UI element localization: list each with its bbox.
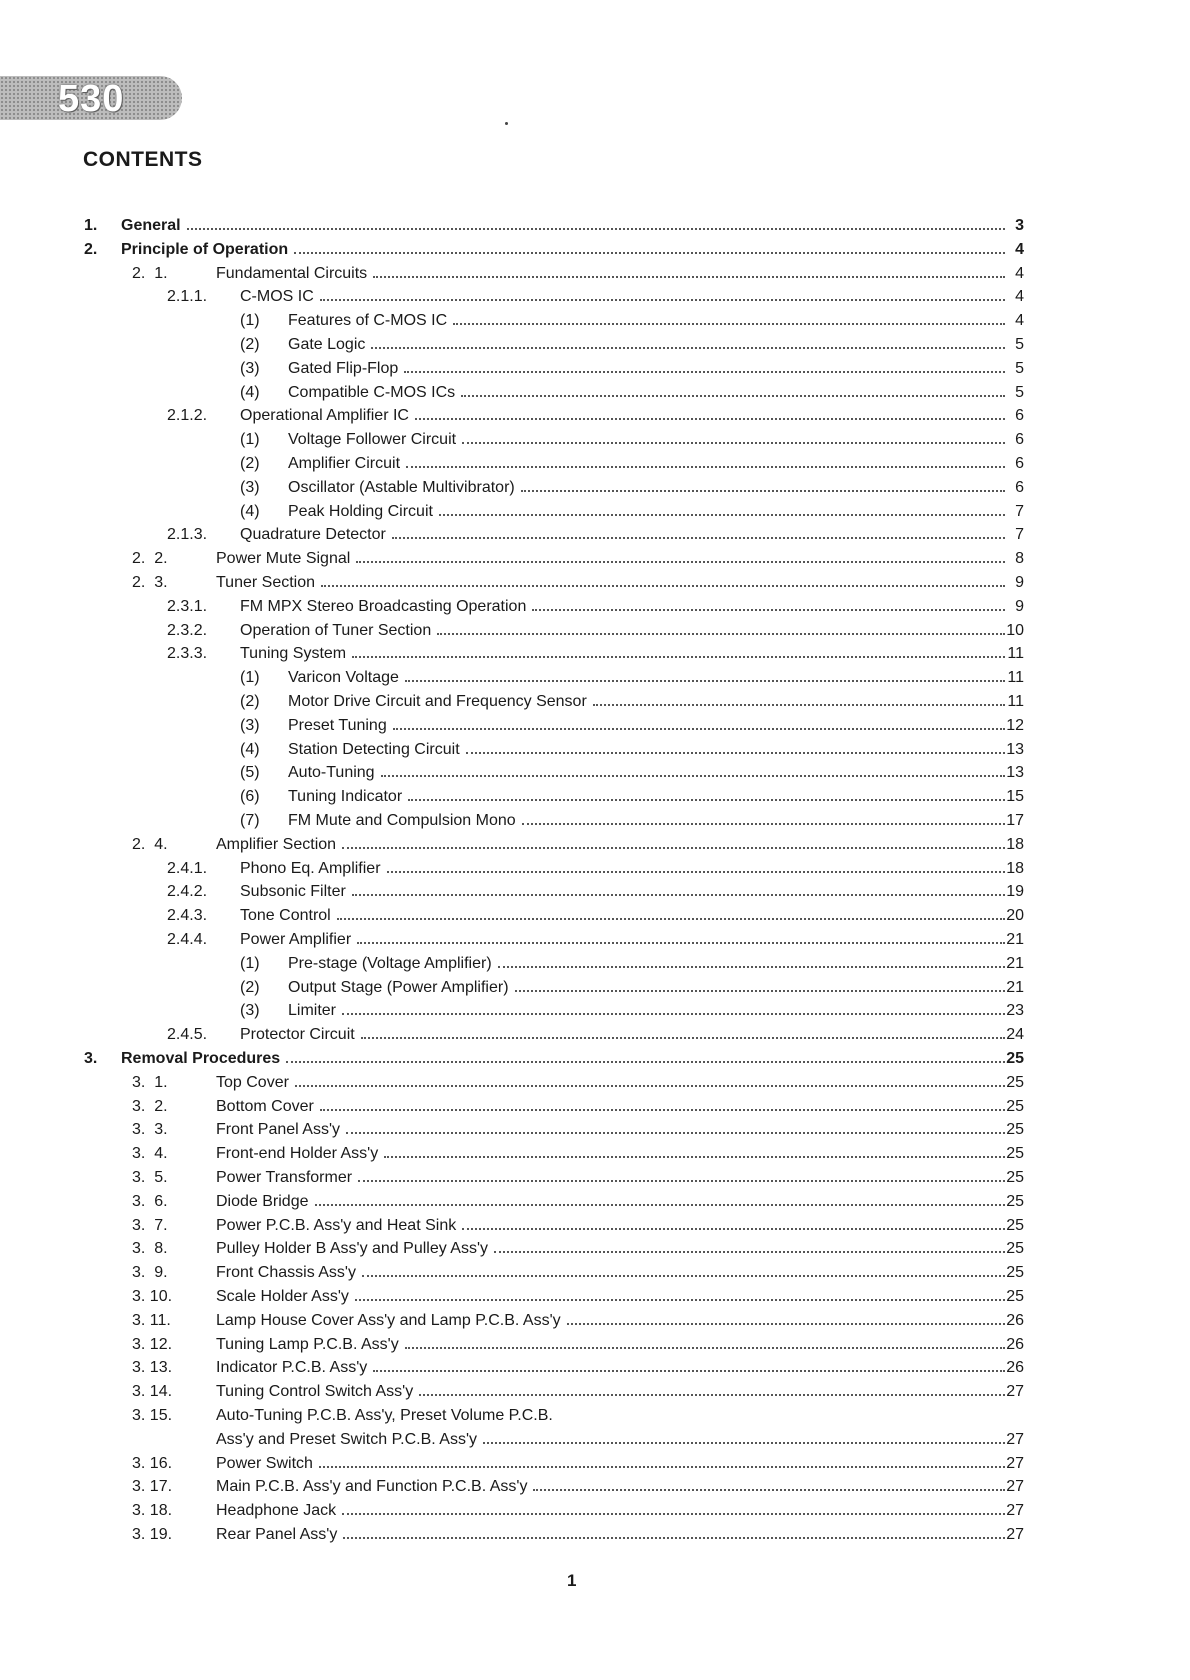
dot-leader [515, 990, 1005, 992]
dot-leader [439, 514, 1005, 516]
toc-entry-title: Tuning Indicator [288, 788, 403, 806]
toc-entry-title: Gated Flip-Flop [288, 359, 399, 377]
toc-entry-number: 3. 6. [132, 1192, 168, 1210]
toc-entry [0, 1023, 1190, 1047]
toc-entry-number: 3. 15. [132, 1407, 173, 1424]
dot-leader [352, 894, 1005, 896]
toc-entry-number: (4) [240, 740, 260, 758]
dot-leader [356, 561, 1005, 563]
dot-leader [346, 1132, 1005, 1134]
toc-entry [0, 809, 1190, 833]
dot-leader [522, 823, 1005, 825]
dot-leader [415, 418, 1005, 420]
toc-entry-title: Tone Control [240, 907, 331, 925]
toc-entry-page: 27 [1006, 1430, 1024, 1448]
toc-entry [0, 428, 1190, 452]
toc-entry-page: 25 [1006, 1050, 1024, 1067]
toc-entry-page: 23 [1006, 1002, 1024, 1020]
footer-page-number: 1 [567, 1571, 577, 1590]
toc-entry-number: 2.4.5. [167, 1026, 208, 1044]
toc-entry-number: (6) [240, 788, 260, 806]
toc-entry-number: (3) [240, 716, 260, 734]
toc-entry-number: (2) [240, 693, 260, 710]
dot-leader [437, 633, 1005, 635]
toc-entry [0, 666, 1190, 690]
toc-entry-page: 25 [1006, 1145, 1024, 1163]
toc-entry-number: (3) [240, 1002, 260, 1020]
dot-leader [392, 537, 1005, 539]
toc-entry [0, 381, 1190, 405]
dot-leader [567, 1323, 1005, 1325]
toc-entry-page: 12 [1006, 716, 1024, 734]
dot-leader [466, 752, 1005, 754]
toc-entry-title: Top Cover [216, 1073, 289, 1091]
toc-entry [0, 904, 1190, 928]
toc-entry-page: 25 [1006, 1073, 1024, 1091]
toc-entry-number: (7) [240, 812, 260, 829]
toc-entry [0, 1428, 1190, 1452]
toc-entry-title: Pulley Holder B Ass'y and Pulley Ass'y [216, 1240, 489, 1258]
toc-entry [0, 619, 1190, 643]
toc-entry [0, 1142, 1190, 1166]
toc-entry-page: 26 [1006, 1359, 1024, 1377]
dot-leader [358, 1180, 1005, 1182]
toc-entry-number: (4) [240, 383, 260, 401]
toc-entry-page: 8 [1015, 550, 1024, 568]
toc-entry-title: Bottom Cover [216, 1097, 314, 1115]
toc-entry-page: 5 [1015, 359, 1024, 377]
toc-entry-page: 3 [1015, 217, 1024, 234]
toc-entry-title: General [121, 217, 181, 234]
dot-leader [408, 799, 1005, 801]
toc-entry-page: 25 [1006, 1097, 1024, 1115]
toc-entry-title: Tuner Section [216, 574, 316, 591]
toc-entry-page: 25 [1006, 1264, 1024, 1282]
toc-entry-number: 2. 3. [132, 574, 168, 591]
dot-leader [357, 942, 1005, 944]
toc-entry-title: Gate Logic [288, 336, 366, 353]
toc-entry-title: C-MOS IC [240, 288, 314, 306]
toc-entry [0, 262, 1190, 286]
toc-entry-number: 3. 16. [132, 1454, 173, 1472]
toc-entry-number: (2) [240, 978, 260, 996]
toc-entry-title: Power Mute Signal [216, 550, 351, 568]
toc-entry-page: 26 [1006, 1311, 1024, 1329]
dot-leader [406, 466, 1005, 468]
toc-entry-title: Power Switch [216, 1454, 313, 1472]
toc-entry-title: Varicon Voltage [288, 669, 399, 687]
toc-entry-number: 2. [84, 240, 98, 258]
toc-entry-page: 13 [1006, 740, 1024, 758]
dot-leader [362, 1275, 1005, 1277]
toc-entry-title: Principle of Operation [121, 240, 289, 258]
toc-entry-title: Power Amplifier [240, 931, 352, 948]
dot-leader [342, 1013, 1005, 1015]
toc-entry-number: 1. [84, 217, 98, 234]
toc-entry [0, 880, 1190, 904]
toc-entry-page: 7 [1015, 526, 1024, 544]
toc-entry [0, 500, 1190, 524]
toc-entry-number: 3. 17. [132, 1478, 173, 1496]
toc-entry-title: Voltage Follower Circuit [288, 431, 457, 449]
toc-entry [0, 238, 1190, 262]
toc-entry-page: 18 [1006, 835, 1024, 853]
toc-entry-page: 27 [1006, 1526, 1024, 1543]
dot-leader [461, 395, 1005, 397]
toc-entry [0, 928, 1190, 952]
toc-entry [0, 1285, 1190, 1309]
toc-entry-title: Rear Panel Ass'y [216, 1526, 338, 1543]
toc-entry-number: 2.3.2. [167, 621, 208, 639]
toc-entry-title: Main P.C.B. Ass'y and Function P.C.B. Ass'y [216, 1478, 528, 1496]
dot-leader [384, 1156, 1005, 1158]
toc-entry-title: Peak Holding Circuit [288, 502, 433, 520]
toc-entry-page: 5 [1015, 336, 1024, 353]
toc-entry [0, 690, 1190, 714]
toc-entry-title: Tuning Lamp P.C.B. Ass'y [216, 1335, 399, 1353]
dot-leader [405, 680, 1005, 682]
dot-leader [404, 371, 1005, 373]
toc-entry-page: 27 [1006, 1383, 1024, 1401]
toc-entry-page: 15 [1006, 788, 1024, 806]
toc-entry-title: Output Stage (Power Amplifier) [288, 978, 509, 996]
toc-entry-title: Operation of Tuner Section [240, 621, 432, 639]
dot-leader [361, 1037, 1005, 1039]
toc-entry-page: 25 [1006, 1288, 1024, 1305]
toc-entry-number: 2. 1. [132, 264, 168, 282]
toc-entry [0, 1523, 1190, 1547]
toc-entry [0, 738, 1190, 762]
toc-entry-page: 25 [1006, 1240, 1024, 1258]
toc-entry-number: 2.4.2. [167, 883, 208, 901]
toc-entry-number: 2.1.1. [167, 288, 208, 306]
toc-entry-title: FM Mute and Compulsion Mono [288, 812, 516, 829]
dot-leader [342, 847, 1005, 849]
toc-entry-title: Station Detecting Circuit [288, 740, 460, 758]
page-title: CONTENTS [83, 148, 203, 171]
toc-entry-number: 2.3.1. [167, 597, 208, 615]
toc-entry-page: 6 [1015, 407, 1024, 425]
toc-entry [0, 1404, 1190, 1428]
toc-entry-title: Power Transformer [216, 1169, 353, 1186]
toc-entry-number: 3. 4. [132, 1145, 168, 1163]
dot-leader [355, 1299, 1005, 1301]
toc-entry-number: 3. [84, 1050, 98, 1067]
toc-entry [0, 1475, 1190, 1499]
toc-entry-number: 3. 1. [132, 1073, 168, 1091]
dot-leader [498, 966, 1005, 968]
dot-leader [320, 299, 1005, 301]
toc-entry-page: 4 [1015, 240, 1024, 258]
toc-entry-page: 20 [1006, 907, 1024, 925]
toc-entry-page: 4 [1015, 264, 1024, 282]
toc-entry-title: Removal Procedures [121, 1050, 281, 1067]
toc-entry-number: 2.4.3. [167, 907, 208, 925]
toc-entry [0, 1356, 1190, 1380]
toc-entry-title: FM MPX Stereo Broadcasting Operation [240, 597, 527, 615]
toc-entry-number: 3. 8. [132, 1240, 168, 1258]
toc-entry-page: 13 [1006, 764, 1024, 782]
toc-entry [0, 547, 1190, 571]
toc-entry-page: 21 [1006, 931, 1024, 948]
toc-entry-title: Oscillator (Astable Multivibrator) [288, 478, 515, 496]
toc-entry-number: 2.4.4. [167, 931, 208, 948]
toc-entry [0, 833, 1190, 857]
toc-entry-number: 2.4.1. [167, 859, 208, 877]
toc-entry-title: Tuning Control Switch Ass'y [216, 1383, 414, 1401]
toc-entry [0, 976, 1190, 1000]
toc-entry-title: Limiter [288, 1002, 337, 1020]
toc-entry-title: Ass'y and Preset Switch P.C.B. Ass'y [216, 1430, 478, 1448]
toc-entry [0, 1499, 1190, 1523]
toc-entry [0, 1071, 1190, 1095]
toc-entry-number: 3. 12. [132, 1335, 173, 1353]
toc-entry-number: (1) [240, 312, 260, 330]
toc-entry-page: 19 [1006, 883, 1024, 901]
toc-entry-title: Amplifier Circuit [288, 455, 401, 472]
toc-entry-title: Tuning System [240, 645, 347, 663]
toc-entry-number: 2.1.2. [167, 407, 208, 425]
dot-leader [294, 252, 1005, 254]
dot-leader [187, 228, 1005, 230]
dot-leader [371, 347, 1005, 349]
toc-entry-title: Scale Holder Ass'y [216, 1288, 349, 1305]
dot-leader [533, 1489, 1005, 1491]
toc-entry [0, 1095, 1190, 1119]
dot-leader [319, 1466, 1005, 1468]
toc-entry-page: 24 [1006, 1026, 1024, 1044]
toc-entry-page: 18 [1006, 859, 1024, 877]
toc-entry-number: 3. 3. [132, 1121, 168, 1139]
toc-entry-title: Power P.C.B. Ass'y and Heat Sink [216, 1216, 457, 1234]
toc-entry [0, 857, 1190, 881]
toc-entry-number: (1) [240, 669, 260, 687]
toc-entry [0, 452, 1190, 476]
toc-entry [0, 999, 1190, 1023]
toc-entry [0, 404, 1190, 428]
dot-leader [315, 1204, 1006, 1206]
toc-entry [0, 952, 1190, 976]
toc-entry-number: (2) [240, 336, 260, 353]
toc-entry-number: 2.3.3. [167, 645, 208, 663]
toc-entry-title: Auto-Tuning [288, 764, 375, 782]
toc-entry-number: 3. 10. [132, 1288, 173, 1305]
toc-entry-number: 3. 19. [132, 1526, 173, 1543]
toc-entry [0, 523, 1190, 547]
toc-entry-title: Phono Eq. Amplifier [240, 859, 381, 877]
toc-entry [0, 642, 1190, 666]
dot-leader [405, 1347, 1005, 1349]
toc-entry [0, 214, 1190, 238]
toc-entry-title: Subsonic Filter [240, 883, 346, 901]
toc-entry-page: 6 [1015, 431, 1024, 449]
dot-leader [337, 918, 1005, 920]
toc-entry-page: 25 [1006, 1216, 1024, 1234]
toc-entry-page: 11 [1007, 645, 1024, 663]
dot-leader [521, 490, 1005, 492]
dot-leader [373, 1370, 1005, 1372]
toc-entry-number: 3. 9. [132, 1264, 168, 1282]
model-number-badge [0, 76, 182, 120]
toc-entry [0, 1452, 1190, 1476]
dot-leader [593, 704, 1005, 706]
dot-leader [342, 1513, 1005, 1515]
toc-entry-number: 3. 7. [132, 1216, 168, 1234]
toc-entry-page: 7 [1015, 502, 1024, 520]
toc-entry [0, 476, 1190, 500]
toc-entry [0, 357, 1190, 381]
toc-entry-title: Fundamental Circuits [216, 264, 368, 282]
toc-entry [0, 1190, 1190, 1214]
toc-entry [0, 714, 1190, 738]
toc-entry-title: Compatible C-MOS ICs [288, 383, 456, 401]
dot-leader [321, 585, 1005, 587]
toc-entry-page: 27 [1006, 1502, 1024, 1520]
toc-entry [0, 761, 1190, 785]
toc-entry-number: (1) [240, 431, 260, 449]
toc-entry [0, 1214, 1190, 1238]
toc-entry-number: 3. 2. [132, 1097, 168, 1115]
toc-entry [0, 1380, 1190, 1404]
toc-entry-page: 6 [1015, 478, 1024, 496]
toc-entry-title: Front-end Holder Ass'y [216, 1145, 379, 1163]
toc-entry-page: 17 [1006, 812, 1024, 829]
toc-entry [0, 1047, 1190, 1071]
toc-entry [0, 285, 1190, 309]
dot-leader [462, 442, 1005, 444]
dot-leader [286, 1061, 1005, 1063]
toc-entry [0, 1333, 1190, 1357]
dot-leader [320, 1109, 1005, 1111]
toc-entry [0, 571, 1190, 595]
toc-entry-page: 4 [1015, 288, 1024, 306]
toc-entry-title: Front Panel Ass'y [216, 1121, 340, 1139]
toc-entry-number: 2.1.3. [167, 526, 208, 544]
toc-entry-title: Indicator P.C.B. Ass'y [216, 1359, 368, 1377]
dot-leader [295, 1085, 1005, 1087]
toc-entry-number: (3) [240, 478, 260, 496]
toc-entry-title: Lamp House Cover Ass'y and Lamp P.C.B. Ass'y [216, 1311, 561, 1329]
dot-leader [373, 276, 1005, 278]
toc-entry [0, 333, 1190, 357]
toc-entry-number: 3. 11. [132, 1311, 171, 1329]
toc-entry-number: (4) [240, 502, 260, 520]
toc-entry-number: (1) [240, 954, 260, 972]
toc-entry-title: Pre-stage (Voltage Amplifier) [288, 954, 492, 972]
toc-entry-page: 27 [1006, 1478, 1024, 1496]
toc-entry-number: (2) [240, 455, 260, 472]
toc-entry-title: Headphone Jack [216, 1502, 337, 1520]
toc-entry-title: Front Chassis Ass'y [216, 1264, 356, 1282]
scan-speck [505, 122, 508, 125]
toc-entry [0, 1261, 1190, 1285]
toc-entry-title: Quadrature Detector [240, 526, 386, 544]
toc-entry [0, 1237, 1190, 1261]
toc-entry-page: 11 [1007, 669, 1024, 687]
toc-entry-page: 21 [1006, 978, 1024, 996]
toc-entry [0, 309, 1190, 333]
toc-entry-title: Diode Bridge [216, 1192, 309, 1210]
toc-entry-page: 5 [1015, 383, 1024, 401]
toc-entry [0, 1118, 1190, 1142]
toc-entry-page: 25 [1006, 1121, 1024, 1139]
toc-entry-title: Preset Tuning [288, 716, 387, 734]
toc-entry-number: 3. 14. [132, 1383, 173, 1401]
toc-entry [0, 1166, 1190, 1190]
dot-leader [483, 1442, 1005, 1444]
dot-leader [387, 871, 1005, 873]
toc-entry [0, 595, 1190, 619]
toc-entry [0, 1309, 1190, 1333]
dot-leader [532, 609, 1005, 611]
toc-entry-title: Protector Circuit [240, 1026, 355, 1044]
toc-entry-page: 9 [1015, 597, 1024, 615]
toc-entry-number: 3. 5. [132, 1169, 168, 1186]
toc-entry-number: (3) [240, 359, 260, 377]
dot-leader [343, 1537, 1005, 1539]
toc-entry-number: 2. 2. [132, 550, 168, 568]
dot-leader [381, 775, 1005, 777]
dot-leader [393, 728, 1005, 730]
toc-entry-page: 27 [1006, 1454, 1024, 1472]
dot-leader [453, 323, 1005, 325]
toc-entry-page: 26 [1006, 1335, 1024, 1353]
toc-entry-title: Operational Amplifier IC [240, 407, 409, 425]
toc-entry-title: Auto-Tuning P.C.B. Ass'y, Preset Volume P.C.B. [216, 1407, 553, 1424]
toc-entry-number: 2. 4. [132, 835, 168, 853]
toc-entry-page: 25 [1006, 1169, 1024, 1186]
toc-entry-title: Features of C-MOS IC [288, 312, 448, 330]
toc-entry-number: 3. 18. [132, 1502, 173, 1520]
toc-entry [0, 785, 1190, 809]
dot-leader [352, 656, 1005, 658]
toc-entry-page: 9 [1015, 574, 1024, 591]
dot-leader [462, 1228, 1005, 1230]
toc-entry-page: 6 [1015, 455, 1024, 472]
toc-entry-page: 11 [1007, 693, 1024, 710]
toc-entry-title: Amplifier Section [216, 835, 337, 853]
model-number: 530 [58, 78, 125, 120]
toc-entry-number: (5) [240, 764, 260, 782]
toc-entry-number: 3. 13. [132, 1359, 173, 1377]
toc-entry-title: Motor Drive Circuit and Frequency Sensor [288, 693, 587, 710]
toc-entry-page: 21 [1006, 954, 1024, 972]
toc-entry-page: 4 [1015, 312, 1024, 330]
toc-entry-page: 25 [1006, 1192, 1024, 1210]
dot-leader [419, 1394, 1005, 1396]
toc-entry-page: 10 [1006, 621, 1024, 639]
dot-leader [494, 1251, 1005, 1253]
